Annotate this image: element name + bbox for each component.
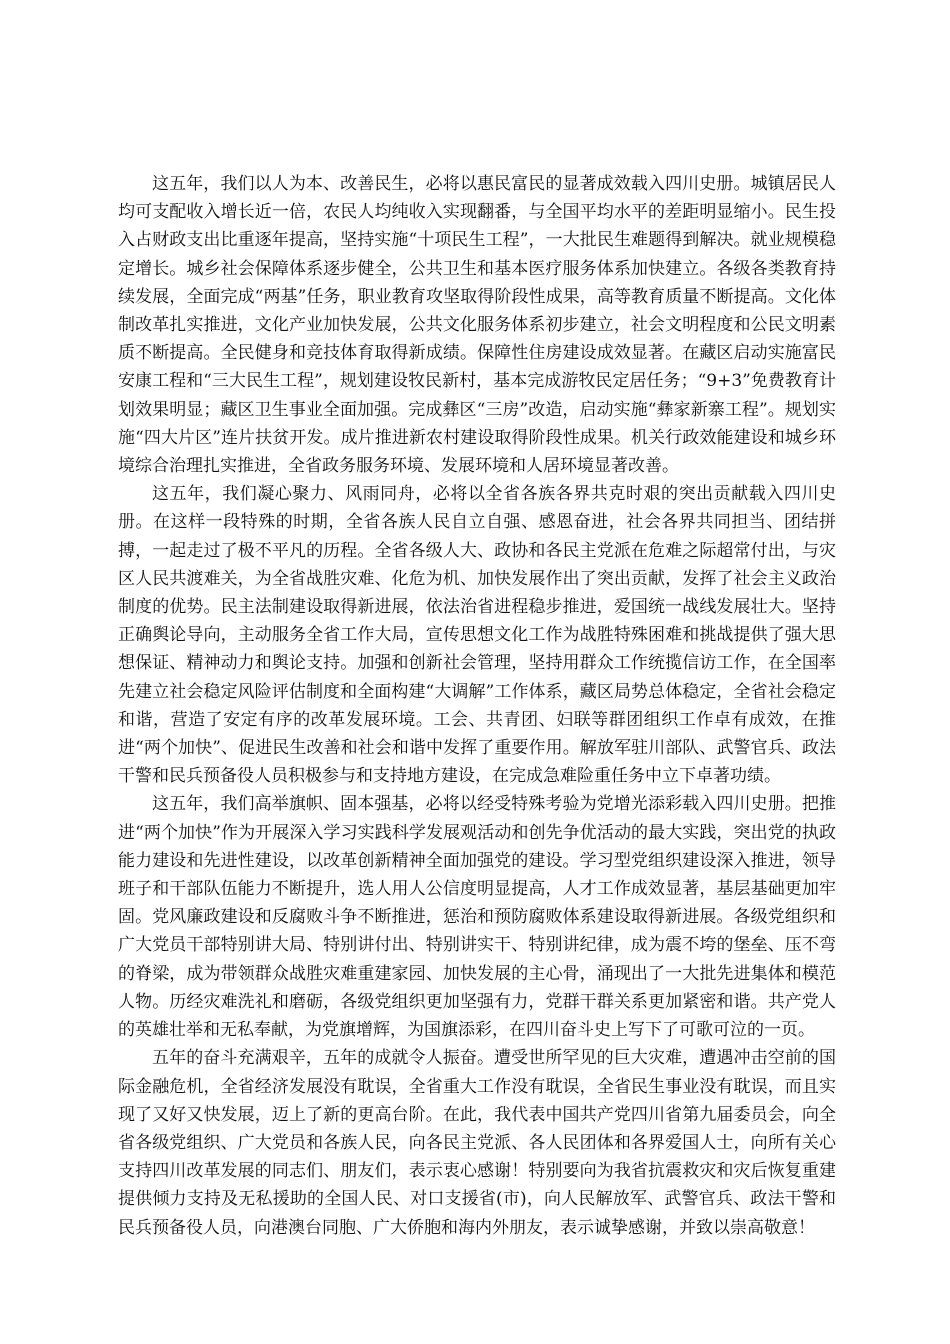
paragraph-4: 五年的奋斗充满艰辛，五年的成就令人振奋。遭受世所罕见的巨大灾难，遭遇冲击空前的国际金融危机，全省经济发展没有耽误，全省重大工作没有耽误，全省民生事业没有耽误，而且实现了又好又快发展，迈上了新的更高台阶。在此，我代表中国共产党四川省第九届委员会，向全省各级党组织、广大党员和各族人民，向各民主党派、各人民团体和各界爱国人士，向所有关心支持四川改革发展的同志们、朋友们，表示衷心感谢！特别要向为我省抗震救灾和灾后恢复重建提供倾力支持及无私援助的全国人民、对口支援省(市)，向人民解放军、武警官兵、政法干警和民兵预备役人员，向港澳台同胞、广大侨胞和海内外朋友，表示诚挚感谢，并致以崇高敬意！	[118, 1048, 836, 1238]
paragraph-1: 这五年，我们以人为本、改善民生，必将以惠民富民的显著成效载入四川史册。城镇居民人均可支配收入增长近一倍，农民人均纯收入实现翻番，与全国平均水平的差距明显缩小。民生投入占财政支出比重逐年提高，坚持实施“十项民生工程”，一大批民生难题得到解决。就业规模稳定增长。城乡社会保障体系逐步健全，公共卫生和基本医疗服务体系加快建立。各级各类教育持续发展，全面完成“两基”任务，职业教育攻坚取得阶段性成果，高等教育质量不断提高。文化体制改革扎实推进，文化产业加快发展，公共文化服务体系初步建立，社会文明程度和公民文明素质不断提高。全民健身和竞技体育取得新成绩。保障性住房建设成效显著。在藏区启动实施富民安康工程和“三大民生工程”，规划建设牧民新村，基本完成游牧民定居任务；“9+3”免费教育计划效果明显；藏区卫生事业全面加强。完成彝区“三房”改造，启动实施“彝家新寨工程”。规划实施“四大片区”连片扶贫开发。成片推进新农村建设取得阶段性成果。机关行政效能建设和城乡环境综合治理扎实推进，全省政务服务环境、发展环境和人居环境显著改善。	[118, 174, 836, 477]
paragraph-3: 这五年，我们高举旗帜、固本强基，必将以经受特殊考验为党增光添彩载入四川史册。把推进“两个加快”作为开展深入学习实践科学发展观活动和创先争优活动的最大实践，突出党的执政能力建设和先进性建设，以改革创新精神全面加强党的建设。学习型党组织建设深入推进，领导班子和干部队伍能力不断提升，选人用人公信度明显提高，人才工作成效显著，基层基础更加牢固。党风廉政建设和反腐败斗争不断推进，惩治和预防腐败体系建设取得新进展。各级党组织和广大党员干部特别讲大局、特别讲付出、特别讲实干、特别讲纪律，成为震不垮的堡垒、压不弯的脊梁，成为带领群众战胜灾难重建家园、加快发展的主心骨，涌现出了一大批先进集体和模范人物。历经灾难洗礼和磨砺，各级党组织更加坚强有力，党群干群关系更加紧密和谐。共产党人的英雄壮举和无私奉献，为党旗增辉，为国旗添彩，在四川奋斗史上写下了可歌可泣的一页。	[118, 794, 836, 1041]
paragraph-2: 这五年，我们凝心聚力、风雨同舟，必将以全省各族各界共克时艰的突出贡献载入四川史册。在这样一段特殊的时期，全省各族人民自立自强、感恩奋进，社会各界共同担当、团结拼搏，一起走过了极不平凡的历程。全省各级人大、政协和各民主党派在危难之际超常付出，与灾区人民共渡难关，为全省战胜灾难、化危为机、加快发展作出了突出贡献，发挥了社会主义政治制度的优势。民主法制建设取得新进展，依法治省进程稳步推进，爱国统一战线发展壮大。坚持正确舆论导向，主动服务全省工作大局，宣传思想文化工作为战胜特殊困难和挑战提供了强大思想保证、精神动力和舆论支持。加强和创新社会管理，坚持用群众工作统揽信访工作，在全国率先建立社会稳定风险评估制度和全面构建“大调解”工作体系，藏区局势总体稳定，全省社会稳定和谐，营造了安定有序的改革发展环境。工会、共青团、妇联等群团组织工作卓有成效，在推进“两个加快”、促进民生改善和社会和谐中发挥了重要作用。解放军驻川部队、武警官兵、政法干警和民兵预备役人员积极参与和支持地方建设，在完成急难险重任务中立下卓著功绩。	[118, 484, 836, 787]
document-body	[118, 170, 836, 1242]
